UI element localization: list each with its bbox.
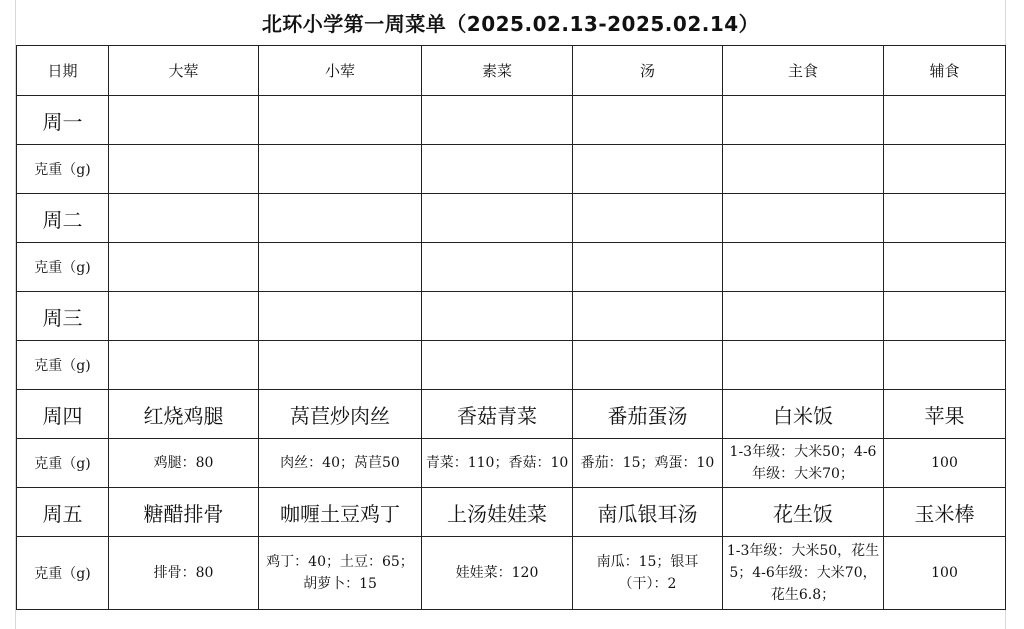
monday-row [17, 96, 1006, 145]
weight-cell [109, 243, 259, 292]
day-label: 周五 [17, 488, 109, 537]
menu-title: 北环小学第一周菜单（2025.02.13-2025.02.14） [261, 12, 760, 36]
weight-cell: 100 [884, 439, 1006, 488]
wednesday-weight-row [17, 341, 1006, 390]
weight-label: 克重（g) [17, 439, 109, 488]
menu-cell: 白米饭 [723, 390, 884, 439]
friday-weight-row [17, 537, 1006, 610]
menu-cell: 红烧鸡腿 [109, 390, 259, 439]
weight-cell: 娃娃菜：120 [422, 537, 573, 610]
menu-cell [573, 194, 723, 243]
menu-cell [259, 96, 422, 145]
header-vegetable: 素菜 [422, 46, 573, 96]
weight-cell [422, 145, 573, 194]
weight-cell [109, 145, 259, 194]
weight-cell: 鸡腿：80 [109, 439, 259, 488]
header-side-meat: 小荤 [259, 46, 422, 96]
menu-cell [109, 292, 259, 341]
day-label: 周二 [17, 194, 109, 243]
weight-cell [422, 243, 573, 292]
menu-cell [723, 292, 884, 341]
menu-cell: 糖醋排骨 [109, 488, 259, 537]
weekly-menu-table [16, 45, 1006, 610]
weight-cell [422, 341, 573, 390]
weight-label: 克重（g) [17, 145, 109, 194]
menu-cell: 上汤娃娃菜 [422, 488, 573, 537]
menu-cell: 番茄蛋汤 [573, 390, 723, 439]
menu-cell: 莴苣炒肉丝 [259, 390, 422, 439]
weight-cell [884, 341, 1006, 390]
menu-cell: 咖喱土豆鸡丁 [259, 488, 422, 537]
weight-label: 克重（g) [17, 341, 109, 390]
wednesday-row [17, 292, 1006, 341]
header-main-meat: 大荤 [109, 46, 259, 96]
menu-cell [422, 292, 573, 341]
menu-cell [884, 194, 1006, 243]
menu-cell [723, 194, 884, 243]
menu-cell: 香菇青菜 [422, 390, 573, 439]
header-staple: 主食 [723, 46, 884, 96]
menu-cell [884, 292, 1006, 341]
menu-cell [109, 194, 259, 243]
monday-weight-row [17, 145, 1006, 194]
weight-cell [259, 243, 422, 292]
tuesday-weight-row [17, 243, 1006, 292]
menu-cell [573, 96, 723, 145]
weight-label: 克重（g) [17, 537, 109, 610]
weight-cell: 100 [884, 537, 1006, 610]
menu-cell [422, 96, 573, 145]
weight-cell: 南瓜：15；银耳（干）：2 [573, 537, 723, 610]
weight-cell: 1-3年级：大米50；4-6年级：大米70； [723, 439, 884, 488]
menu-cell [723, 96, 884, 145]
thursday-weight-row [17, 439, 1006, 488]
header-date: 日期 [17, 46, 109, 96]
day-label: 周四 [17, 390, 109, 439]
weight-cell [723, 341, 884, 390]
weight-cell: 1-3年级：大米50，花生5；4-6年级：大米70，花生6.8； [723, 537, 884, 610]
weight-cell [573, 145, 723, 194]
weight-cell [109, 341, 259, 390]
menu-cell [259, 194, 422, 243]
menu-cell: 南瓜银耳汤 [573, 488, 723, 537]
day-label: 周一 [17, 96, 109, 145]
weight-cell [884, 145, 1006, 194]
weight-cell [573, 243, 723, 292]
weight-cell [573, 341, 723, 390]
tuesday-row [17, 194, 1006, 243]
menu-cell: 苹果 [884, 390, 1006, 439]
weight-cell: 鸡丁：40；土豆：65；胡萝卜：15 [259, 537, 422, 610]
weight-cell: 肉丝：40；莴苣50 [259, 439, 422, 488]
weight-cell [723, 145, 884, 194]
header-soup: 汤 [573, 46, 723, 96]
day-label: 周三 [17, 292, 109, 341]
thursday-row [17, 390, 1006, 439]
menu-cell [884, 96, 1006, 145]
menu-cell: 花生饭 [723, 488, 884, 537]
weight-cell: 番茄：15；鸡蛋：10 [573, 439, 723, 488]
menu-cell [573, 292, 723, 341]
weight-cell [259, 341, 422, 390]
weight-cell [723, 243, 884, 292]
weight-cell: 排骨：80 [109, 537, 259, 610]
friday-row [17, 488, 1006, 537]
menu-cell: 玉米棒 [884, 488, 1006, 537]
weight-cell [884, 243, 1006, 292]
header-snack: 辅食 [884, 46, 1006, 96]
header-row [17, 46, 1006, 96]
weight-label: 克重（g) [17, 243, 109, 292]
menu-cell [259, 292, 422, 341]
menu-cell [109, 96, 259, 145]
weight-cell: 青菜：110；香菇：10 [422, 439, 573, 488]
menu-cell [422, 194, 573, 243]
weight-cell [259, 145, 422, 194]
